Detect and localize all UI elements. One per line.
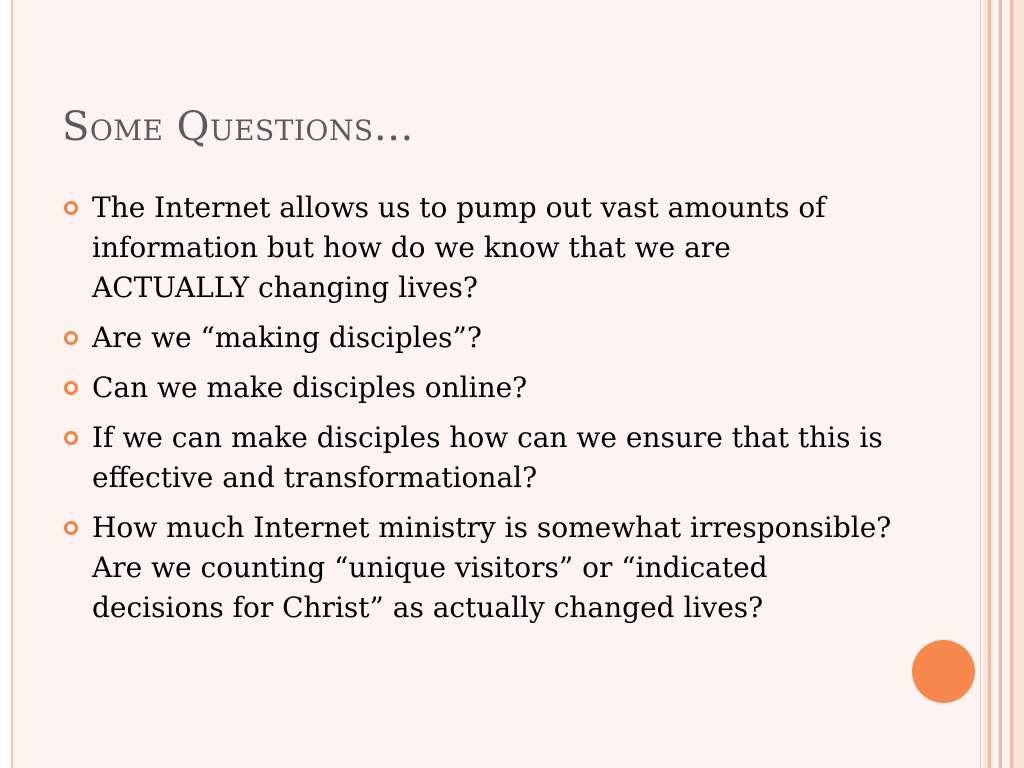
- hollow-circle-bullet-icon: [64, 381, 78, 395]
- orange-circle-icon: [912, 640, 975, 703]
- border-stripe: [1013, 0, 1024, 768]
- bullet-text: How much Internet ministry is somewhat irresponsible? Are we counting “unique visitors” or “indicated decisions for Christ” as actually changed lives?: [92, 511, 892, 624]
- hollow-circle-bullet-icon: [64, 431, 78, 445]
- bullet-text: Can we make disciples online?: [92, 371, 528, 404]
- bullet-list: [62, 188, 892, 638]
- border-stripe: [1002, 0, 1010, 768]
- bullet-item: [62, 188, 892, 308]
- hollow-circle-bullet-icon: [64, 521, 78, 535]
- bullet-item: [62, 318, 892, 358]
- hollow-circle-bullet-icon: [64, 331, 78, 345]
- border-stripe: [991, 0, 999, 768]
- bullet-item: [62, 368, 892, 408]
- slide-title: Some Questions…: [62, 104, 415, 150]
- bullet-text: The Internet allows us to pump out vast amounts of information but how do we know that we are ACTUALLY changing lives?: [92, 191, 826, 304]
- hollow-circle-bullet-icon: [64, 201, 78, 215]
- bullet-item: [62, 418, 892, 498]
- bullet-text: Are we “making disciples”?: [92, 321, 482, 354]
- bullet-text: If we can make disciples how can we ensure that this is effective and transformational?: [92, 421, 883, 494]
- bullet-item: [62, 508, 892, 628]
